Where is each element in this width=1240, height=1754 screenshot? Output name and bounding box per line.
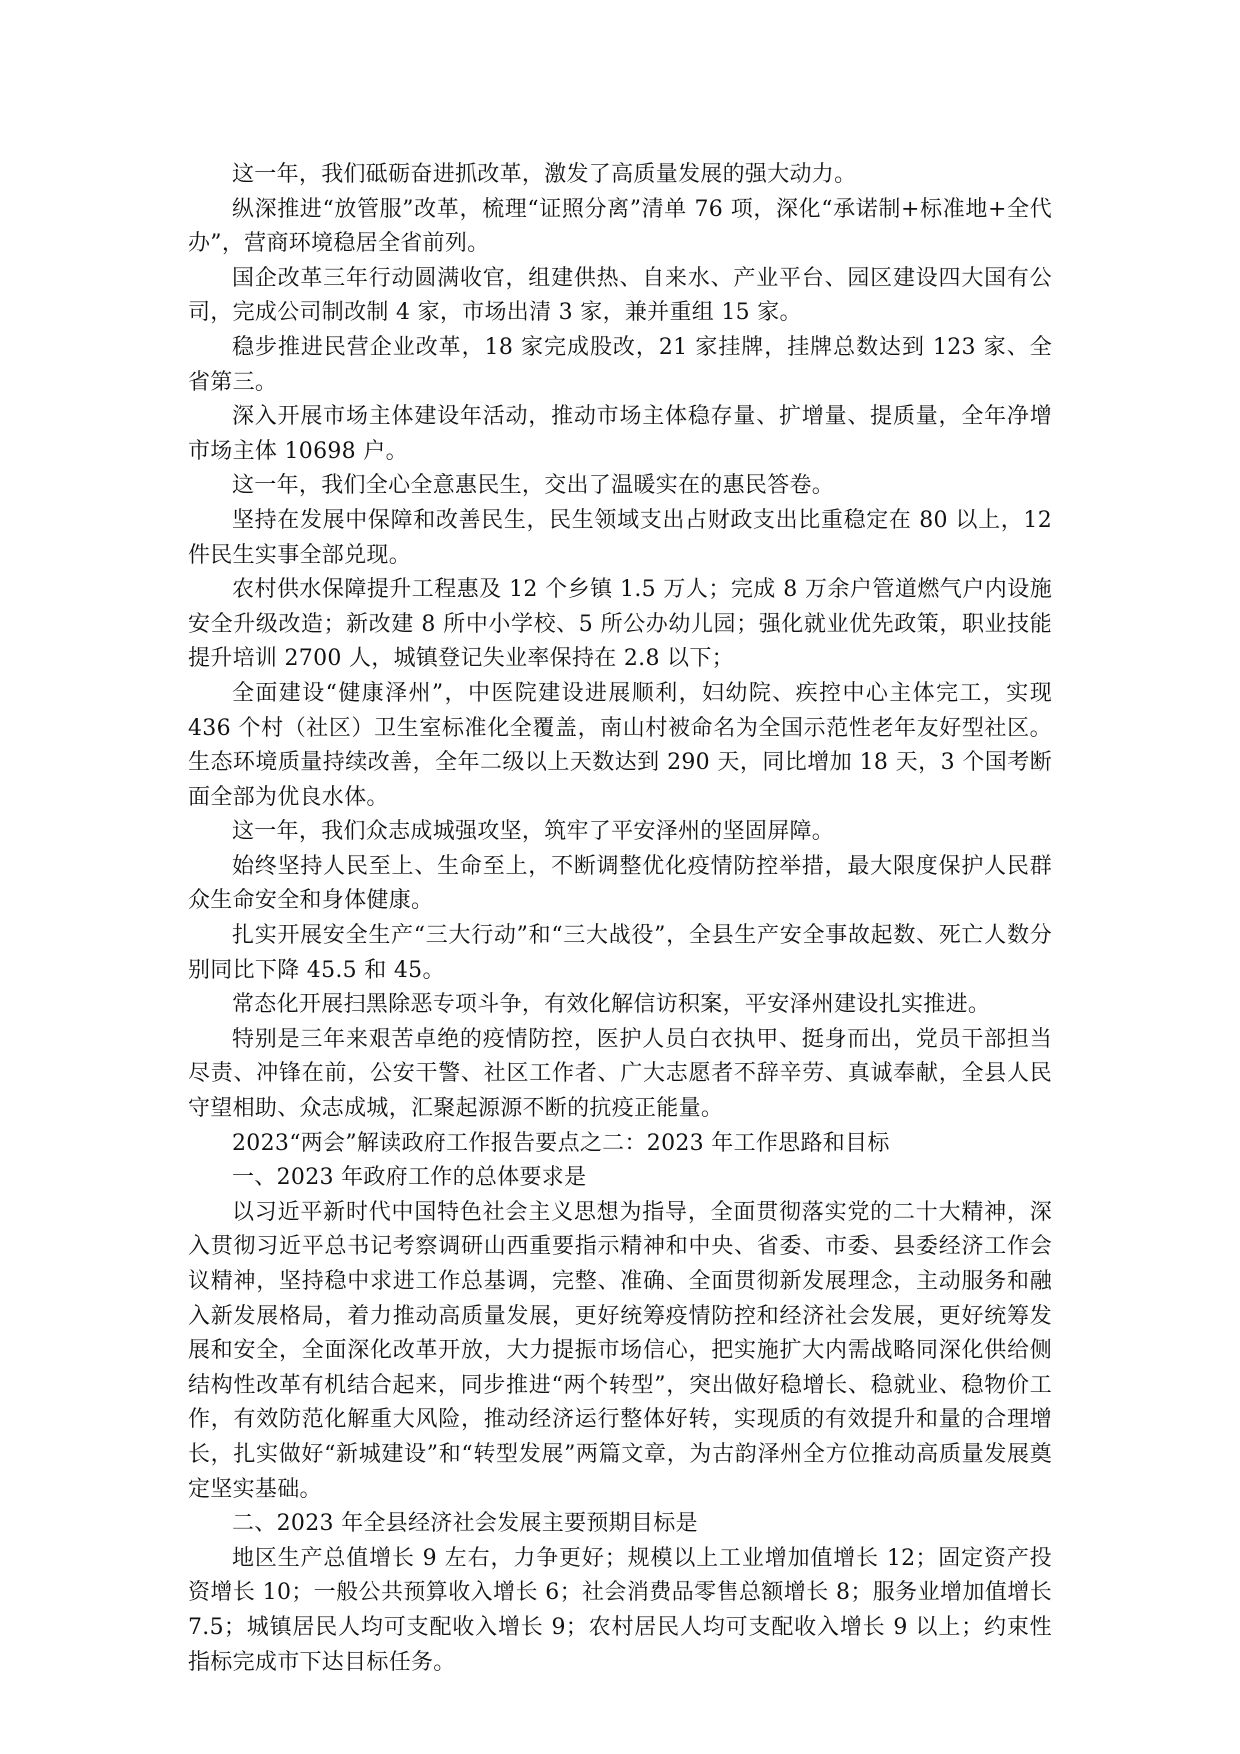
paragraph: 常态化开展扫黑除恶专项斗争，有效化解信访积案，平安泽州建设扎实推进。 bbox=[232, 992, 991, 1018]
paragraph: 纵深推进“放管服”改革，梳理“证照分离”清单 76 项，深化“承诺制+标准地+全代办”，营商环境稳居全省前列。 bbox=[188, 196, 1052, 257]
paragraph: 全面建设“健康泽州”，中医院建设进展顺利，妇幼院、疾控中心主体完工，实现 436 个村（社区）卫生室标准化全覆盖，南山村被命名为全国示范性老年友好型社区。生态环境质量持续改善，全年二级以上天数达到 290 天，同比增加 18 天，3 个国考断面全部为优良水体。 bbox=[188, 680, 1052, 810]
paragraph: 稳步推进民营企业改革，18 家完成股改，21 家挂牌，挂牌总数达到 123 家、全省第三。 bbox=[188, 334, 1052, 395]
paragraph: 深入开展市场主体建设年活动，推动市场主体稳存量、扩增量、提质量，全年净增市场主体 10698 户。 bbox=[188, 404, 1052, 464]
paragraph: 以习近平新时代中国特色社会主义思想为指导，全面贯彻落实党的二十大精神，深入贯彻习近平总书记考察调研山西重要指示精神和中央、省委、市委、县委经济工作会议精神，坚持稳中求进工作总基调，完整、准确、全面贯彻新发展理念，主动服务和融入新发展格局，着力推动高质量发展，更好统筹疫情防控和经济社会发展，更好统筹发展和安全，全面深化改革开放，大力提振市场信心，把实施扩大内需战略同深化供给侧结构性改革有机结合起来，同步推进“两个转型”，突出做好稳增长、稳就业、稳物价工作，有效防范化解重大风险，推动经济运行整体好转，实现质的有效提升和量的合理增长，扎实做好“新城建设”和“转型发展”两篇文章，为古韵泽州全方位推动高质量发展奠定坚实基础。 bbox=[188, 1199, 1052, 1502]
paragraph: 国企改革三年行动圆满收官，组建供热、自来水、产业平台、园区建设四大国有公司，完成公司制改制 4 家，市场出清 3 家，兼并重组 15 家。 bbox=[188, 265, 1052, 326]
document-body bbox=[188, 158, 1052, 1680]
paragraph: 农村供水保障提升工程惠及 12 个乡镇 1.5 万人；完成 8 万余户管道燃气户内设施安全升级改造；新改建 8 所中小学校、5 所公办幼儿园；强化就业优先政策，职业技能提升培训 2700 人，城镇登记失业率保持在 2.8 以下； bbox=[188, 577, 1052, 672]
paragraph: 特别是三年来艰苦卓绝的疫情防控，医护人员白衣执甲、挺身而出，党员干部担当尽责、冲锋在前，公安干警、社区工作者、广大志愿者不辞辛劳、真诚奉献，全县人民守望相助、众志成城，汇聚起源源不断的抗疫正能量。 bbox=[188, 1026, 1052, 1122]
paragraph: 这一年，我们众志成城强攻坚，筑牢了平安泽州的坚固屏障。 bbox=[232, 819, 835, 845]
paragraph: 这一年，我们全心全意惠民生，交出了温暖实在的惠民答卷。 bbox=[232, 473, 835, 499]
section-heading: 2023“两会”解读政府工作报告要点之二：2023 年工作思路和目标 bbox=[232, 1130, 890, 1156]
paragraph: 地区生产总值增长 9 左右，力争更好；规模以上工业增加值增长 12；固定资产投资增长 10；一般公共预算收入增长 6；社会消费品零售总额增长 8；服务业增加值增长 7.5；城镇居民人均可支配收入增长 9；农村居民人均可支配收入增长 9 以上；约束性指标完成市下达目标任务。 bbox=[188, 1545, 1052, 1675]
paragraph: 扎实开展安全生产“三大行动”和“三大战役”，全县生产安全事故起数、死亡人数分别同比下降 45.5 和 45。 bbox=[188, 923, 1052, 983]
paragraph: 始终坚持人民至上、生命至上，不断调整优化疫情防控举措，最大限度保护人民群众生命安全和身体健康。 bbox=[188, 853, 1052, 914]
subsection-heading: 一、2023 年政府工作的总体要求是 bbox=[232, 1165, 587, 1191]
paragraph: 这一年，我们砥砺奋进抓改革，激发了高质量发展的强大动力。 bbox=[232, 162, 857, 187]
paragraph: 坚持在发展中保障和改善民生，民生领域支出占财政支出比重稳定在 80 以上，12 件民生实事全部兑现。 bbox=[188, 507, 1052, 568]
subsection-heading: 二、2023 年全县经济社会发展主要预期目标是 bbox=[232, 1511, 698, 1537]
